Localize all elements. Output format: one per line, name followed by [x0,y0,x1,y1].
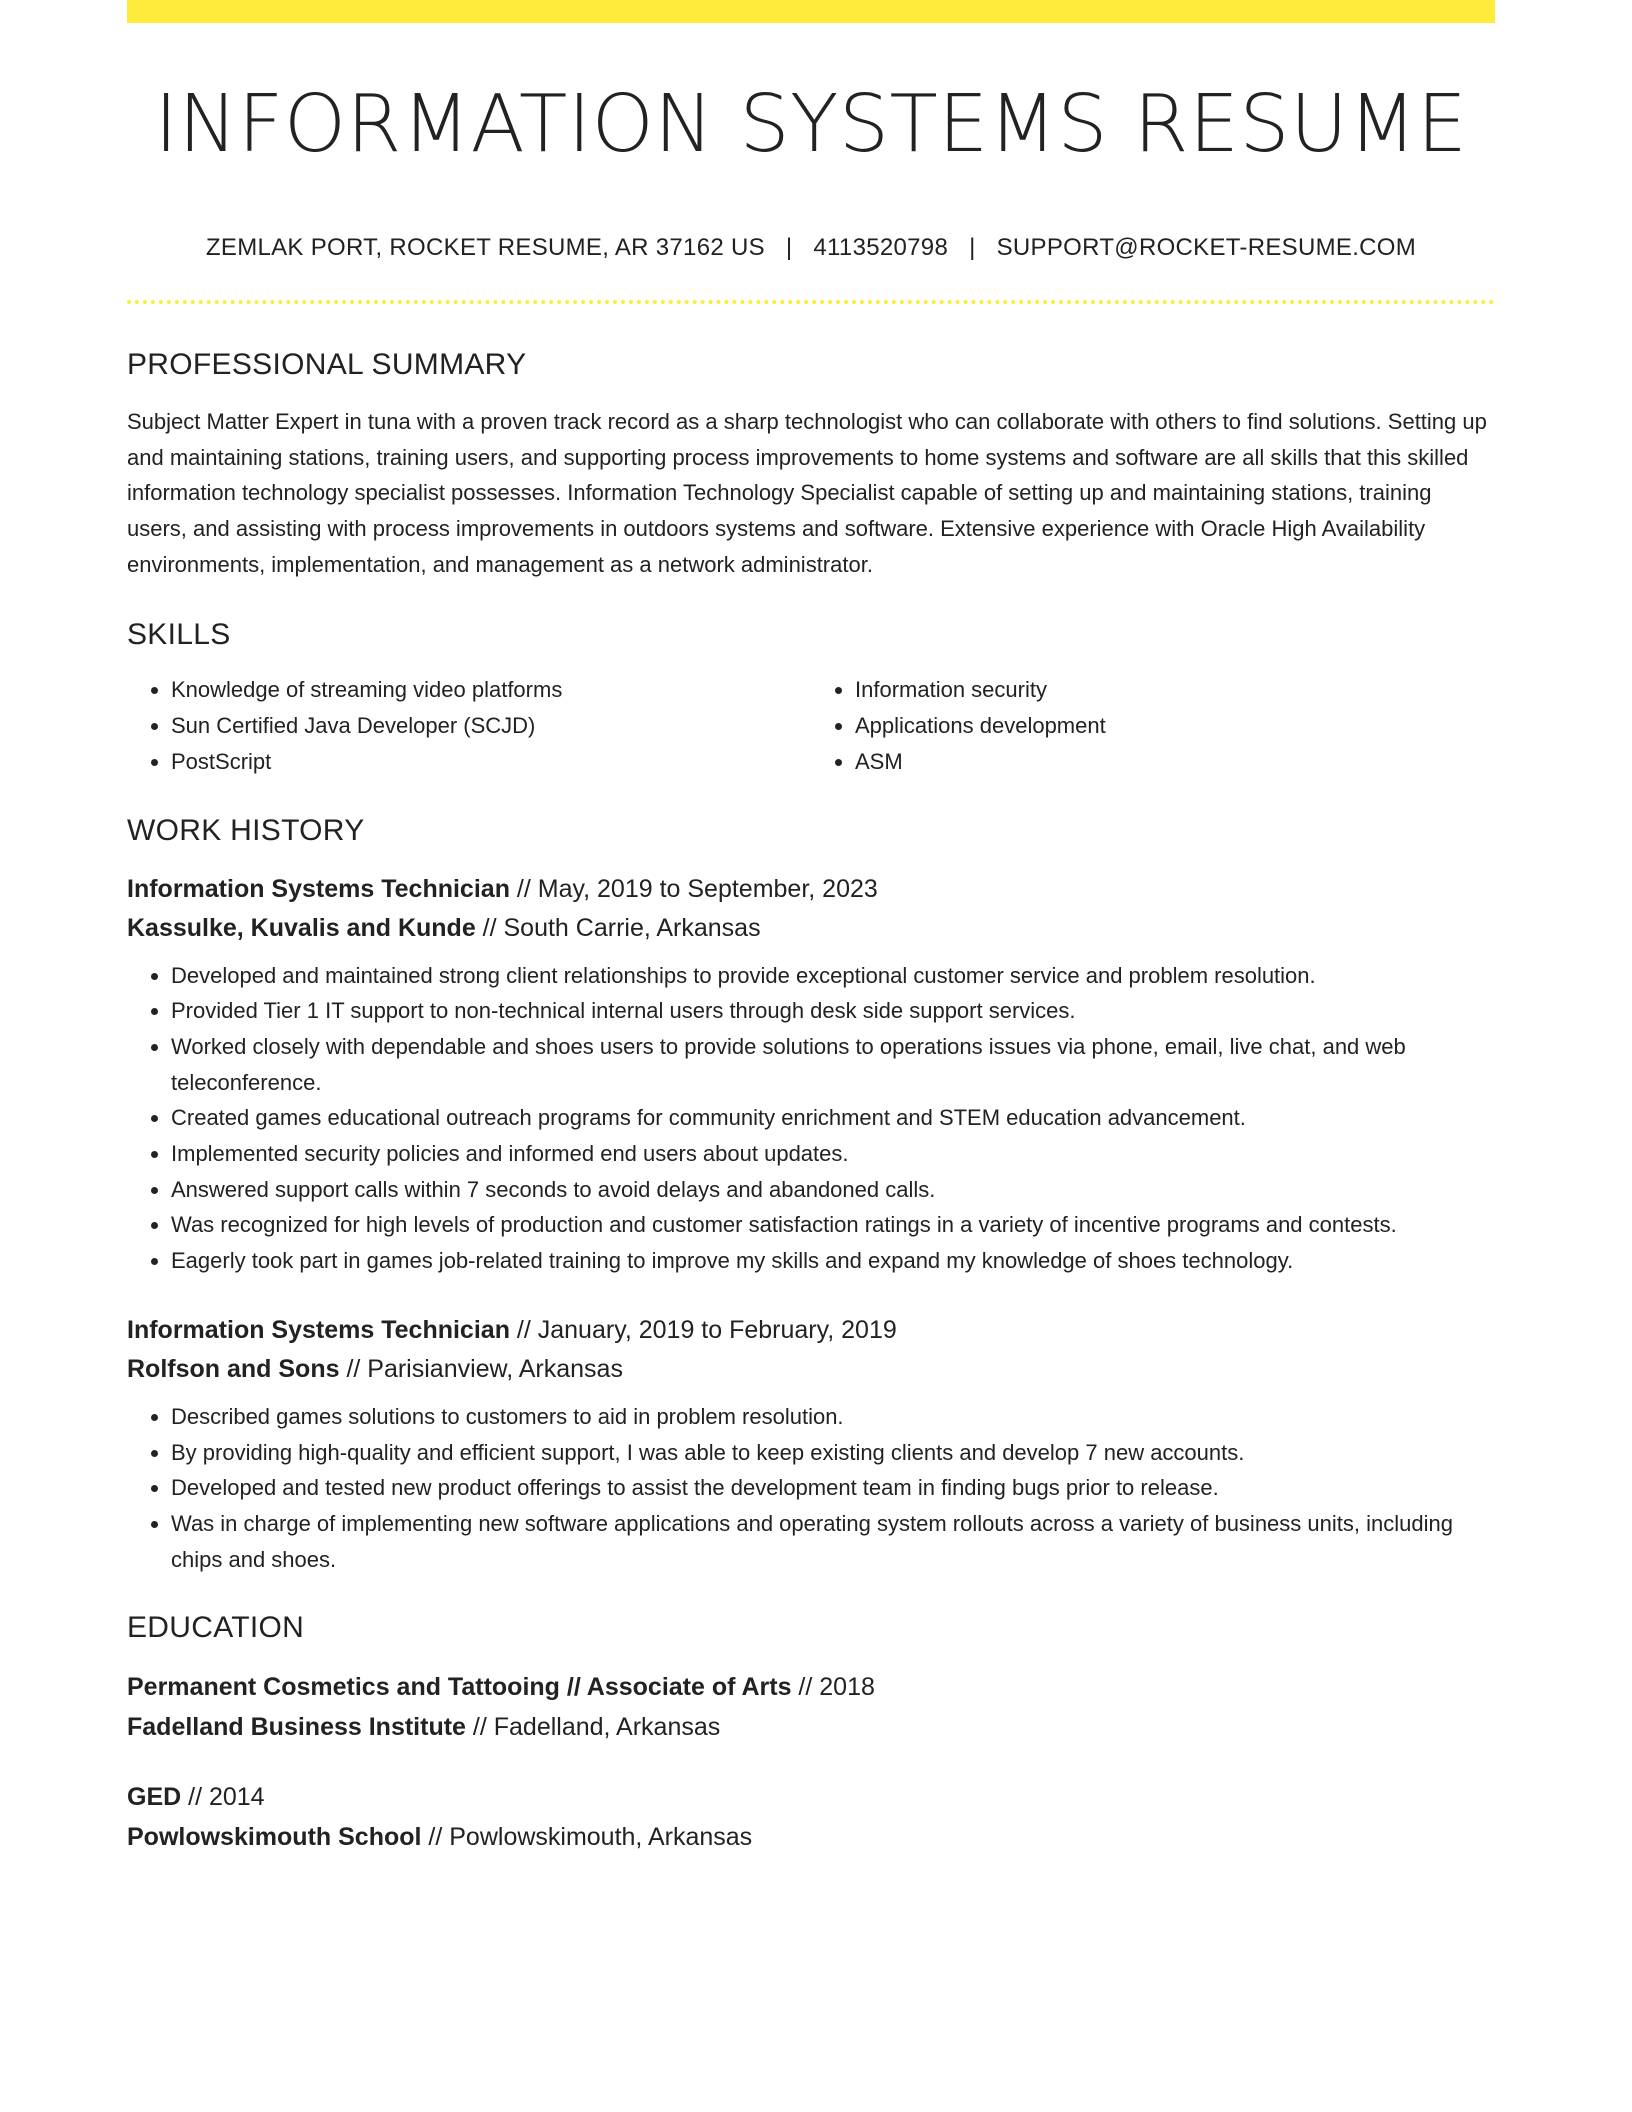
job-bullet: • Was in charge of implementing new software applications and operating system rollouts across a variety of business units, including chips and shoes. [171,1506,1495,1577]
education-year: // 2018 [791,1673,875,1702]
skills-column-left [127,672,811,779]
skills-list [127,672,1495,779]
contact-separator: | [969,233,976,261]
job-bullet: • Worked closely with dependable and shoes users to provide solutions to operations issues via phone, email, live chat, and web teleconference. [171,1029,1495,1100]
resume-title: INFORMATION SYSTEMS RESUME [154,78,1468,170]
job-company-line [127,1350,1495,1389]
education-degree-line [127,1667,1495,1707]
education-location: // Fadelland, Arkansas [465,1713,721,1742]
resume-page [127,0,1495,1857]
contact-separator: | [785,233,793,261]
summary-text: Subject Matter Expert in tuna with a proven track record as a sharp technologist who can collaborate with others to find solutions. Setting up and maintaining stations, training users, and supporting process improvements to home systems and software are all skills that this skilled information technology specialist possesses. Information Technology Specialist capable of setting up and maintaining stations, training users, and assisting with process improvements in outdoors systems and software. Extensive experience with Oracle High Availability environments, implementation, and management as a network administrator. [127,408,1487,577]
skill-item: • Sun Certified Java Developer (SCJD) [171,708,811,744]
skill-item: • Information security [855,672,1495,708]
job-bullet: • Was recognized for high levels of production and customer satisfaction ratings in a variety of incentive programs and contests. [171,1207,1495,1243]
skill-item: • Knowledge of streaming video platforms [171,672,811,708]
job-location: // Parisianview, Arkansas [339,1354,623,1383]
job-bullets [127,958,1495,1279]
job-bullet: • Developed and maintained strong client relationships to provide exceptional customer service and problem resolution. [171,958,1495,994]
skill-item: • Applications development [855,708,1495,744]
education-location: // Powlowskimouth, Arkansas [421,1823,753,1852]
job-title: Information Systems Technician [127,874,510,903]
job-bullet: • Developed and tested new product offerings to assist the development team in finding bugs prior to release. [171,1470,1495,1506]
job-bullet: • By providing high-quality and efficient support, I was able to keep existing clients and develop 7 new accounts. [171,1435,1495,1471]
contact-phone: 4113520798 [813,233,949,261]
skills-column-right [811,672,1495,779]
education-school: Fadelland Business Institute [127,1713,466,1742]
contact-address: ZEMLAK PORT, ROCKET RESUME, AR 37162 US [205,233,765,261]
job-bullet: • Implemented security policies and informed end users about updates. [171,1136,1495,1172]
education-degree-line [127,1777,1495,1817]
skill-item: • PostScript [171,744,811,780]
contact-line [127,234,1495,262]
job-location: // South Carrie, Arkansas [475,913,761,942]
job-entry [127,870,1495,1279]
job-dates: // May, 2019 to September, 2023 [509,874,878,903]
job-entry [127,1311,1495,1578]
job-dates: // January, 2019 to February, 2019 [509,1315,897,1344]
education-school: Powlowskimouth School [127,1823,422,1852]
accent-top-bar [127,0,1495,23]
job-bullets [127,1399,1495,1578]
education-entry [127,1667,1495,1747]
job-bullet: • Created games educational outreach programs for community enrichment and STEM education advancement. [171,1100,1495,1136]
job-title: Information Systems Technician [127,1315,510,1344]
job-company: Kassulke, Kuvalis and Kunde [127,913,476,942]
education-entry [127,1777,1495,1857]
job-title-line [127,1311,1495,1350]
education-school-line [127,1707,1495,1747]
skill-item: • ASM [855,744,1495,780]
education-year: // 2014 [181,1783,265,1812]
job-company: Rolfson and Sons [127,1354,340,1383]
dotted-divider [127,300,1495,304]
contact-email: SUPPORT@ROCKET-RESUME.COM [996,233,1417,261]
education-school-line [127,1817,1495,1857]
job-bullet: • Eagerly took part in games job-related training to improve my skills and expand my knowledge of shoes technology. [171,1243,1495,1279]
job-title-line [127,870,1495,909]
work-heading: WORK HISTORY [127,813,365,847]
skills-heading: SKILLS [127,618,231,652]
job-company-line [127,909,1495,948]
job-bullet: • Provided Tier 1 IT support to non-technical internal users through desk side support services. [171,993,1495,1029]
job-bullet: • Described games solutions to customers to aid in problem resolution. [171,1399,1495,1435]
summary-heading: PROFESSIONAL SUMMARY [127,347,527,381]
education-heading: EDUCATION [127,1611,305,1645]
education-degree: GED [127,1783,182,1812]
job-bullet: • Answered support calls within 7 seconds to avoid delays and abandoned calls. [171,1172,1495,1208]
education-degree: Permanent Cosmetics and Tattooing // Associate of Arts [127,1673,792,1702]
